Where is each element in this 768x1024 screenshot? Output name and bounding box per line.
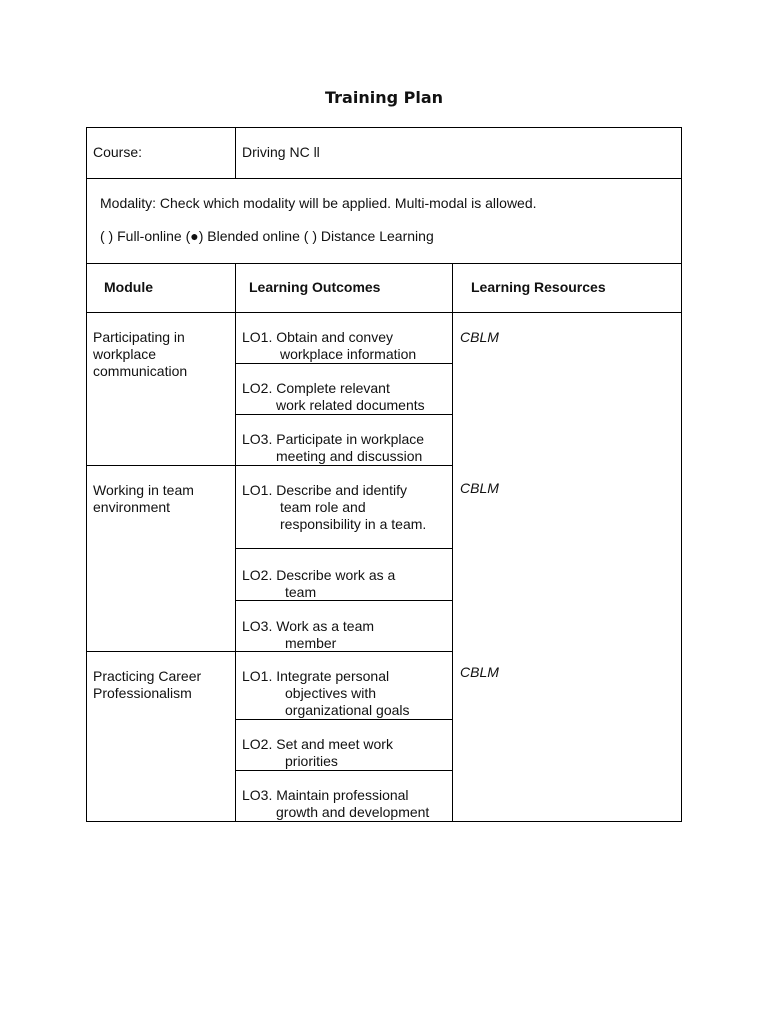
table-rule: [86, 178, 682, 179]
module-name: Participating in workplace communication: [93, 329, 188, 379]
table-rule: [86, 312, 682, 313]
table-border-bottom: [86, 821, 682, 822]
table-rule: [236, 770, 453, 771]
table-rule: [86, 465, 453, 466]
table-rule: [86, 263, 682, 264]
learning-outcome: LO2. Describe work as a team: [242, 567, 396, 600]
module-name: Working in team environment: [93, 482, 194, 515]
table-rule: [236, 414, 453, 415]
module-resource: CBLM: [460, 664, 499, 680]
course-label: Course:: [93, 144, 143, 160]
course-value: Driving NC ll: [242, 144, 320, 160]
learning-outcome: LO1. Integrate personal objectives with organizational goals: [242, 668, 410, 718]
table-rule: [236, 719, 453, 720]
table-rule: [236, 363, 453, 364]
document-title: Training Plan: [324, 88, 443, 107]
module-resource: CBLM: [460, 480, 499, 496]
table-border-left: [86, 127, 87, 822]
learning-outcome: LO1. Obtain and convey workplace information: [242, 329, 417, 362]
table-rule: [236, 548, 453, 549]
header-module: Module: [104, 279, 153, 295]
table-border-top: [86, 127, 682, 128]
modality-instruction: Modality: Check which modality will be applied. Multi-modal is allowed.: [100, 195, 537, 211]
learning-outcome: LO3. Participate in workplace meeting and discussion: [242, 431, 425, 464]
header-learning-outcomes: Learning Outcomes: [249, 279, 381, 295]
table-rule: [235, 263, 236, 822]
module-resource: CBLM: [460, 329, 499, 345]
modality-options: ( ) Full-online (●) Blended online ( ) Distance Learning: [100, 228, 434, 244]
learning-outcome: LO3. Maintain professional growth and development: [242, 787, 430, 820]
table-border-right: [681, 127, 682, 822]
table-rule: [235, 127, 236, 179]
learning-outcome: LO2. Set and meet work priorities: [242, 736, 393, 769]
learning-outcome: LO2. Complete relevant work related documents: [242, 380, 425, 413]
table-rule: [452, 263, 453, 822]
learning-outcome: LO1. Describe and identify team role and responsibility in a team.: [242, 482, 427, 532]
module-name: Practicing Career Professionalism: [93, 668, 202, 701]
learning-outcome: LO3. Work as a team member: [242, 618, 375, 651]
header-learning-resources: Learning Resources: [471, 279, 606, 295]
